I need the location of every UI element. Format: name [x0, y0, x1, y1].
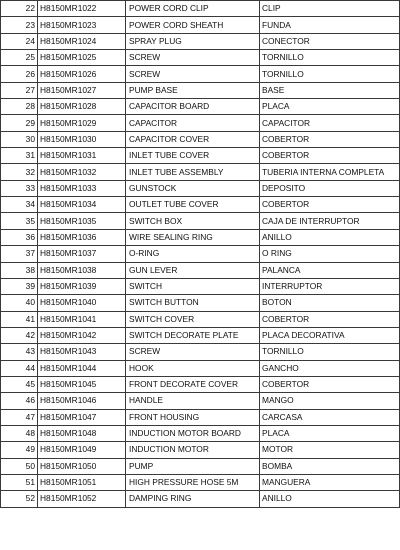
spanish-name-cell: MANGO [260, 393, 400, 409]
spanish-name-cell: COBERTOR [260, 131, 400, 147]
english-name-cell: CAPACITOR [126, 115, 260, 131]
table-row [1, 409, 400, 425]
spanish-name-cell: MANGUERA [260, 474, 400, 490]
part-number-cell: 25 [1, 50, 38, 66]
part-number-cell: 44 [1, 360, 38, 376]
part-code-cell: H8150MR1025 [38, 50, 126, 66]
spanish-name-cell: COBERTOR [260, 148, 400, 164]
part-code-cell: H8150MR1035 [38, 213, 126, 229]
english-name-cell: HANDLE [126, 393, 260, 409]
english-name-cell: CAPACITOR BOARD [126, 99, 260, 115]
spanish-name-cell: PLACA [260, 425, 400, 441]
spanish-name-cell: TORNILLO [260, 344, 400, 360]
part-code-cell: H8150MR1026 [38, 66, 126, 82]
part-code-cell: H8150MR1042 [38, 327, 126, 343]
spanish-name-cell: GANCHO [260, 360, 400, 376]
spanish-name-cell: BOTON [260, 295, 400, 311]
spanish-name-cell: MOTOR [260, 442, 400, 458]
english-name-cell: GUNSTOCK [126, 180, 260, 196]
table-row [1, 295, 400, 311]
table-row [1, 164, 400, 180]
table-row [1, 66, 400, 82]
part-code-cell: H8150MR1030 [38, 131, 126, 147]
spanish-name-cell: ANILLO [260, 491, 400, 507]
english-name-cell: WIRE SEALING RING [126, 229, 260, 245]
table-row [1, 442, 400, 458]
table-row [1, 213, 400, 229]
part-code-cell: H8150MR1048 [38, 425, 126, 441]
table-row [1, 344, 400, 360]
part-number-cell: 48 [1, 425, 38, 441]
part-code-cell: H8150MR1041 [38, 311, 126, 327]
spanish-name-cell: TUBERIA INTERNA COMPLETA [260, 164, 400, 180]
english-name-cell: HOOK [126, 360, 260, 376]
table-row [1, 376, 400, 392]
part-number-cell: 38 [1, 262, 38, 278]
english-name-cell: GUN LEVER [126, 262, 260, 278]
table-row [1, 148, 400, 164]
table-row [1, 50, 400, 66]
part-number-cell: 50 [1, 458, 38, 474]
part-number-cell: 26 [1, 66, 38, 82]
part-number-cell: 24 [1, 33, 38, 49]
part-code-cell: H8150MR1032 [38, 164, 126, 180]
english-name-cell: OUTLET TUBE COVER [126, 197, 260, 213]
part-code-cell: H8150MR1051 [38, 474, 126, 490]
part-code-cell: H8150MR1050 [38, 458, 126, 474]
part-code-cell: H8150MR1039 [38, 278, 126, 294]
spanish-name-cell: PALANCA [260, 262, 400, 278]
english-name-cell: FRONT DECORATE COVER [126, 376, 260, 392]
english-name-cell: SCREW [126, 66, 260, 82]
table-row [1, 115, 400, 131]
english-name-cell: POWER CORD CLIP [126, 1, 260, 17]
table-row [1, 99, 400, 115]
part-number-cell: 30 [1, 131, 38, 147]
table-row [1, 82, 400, 98]
part-code-cell: H8150MR1049 [38, 442, 126, 458]
spanish-name-cell: CARCASA [260, 409, 400, 425]
part-code-cell: H8150MR1047 [38, 409, 126, 425]
part-code-cell: H8150MR1024 [38, 33, 126, 49]
part-code-cell: H8150MR1031 [38, 148, 126, 164]
table-row [1, 393, 400, 409]
part-code-cell: H8150MR1043 [38, 344, 126, 360]
english-name-cell: SCREW [126, 344, 260, 360]
part-code-cell: H8150MR1029 [38, 115, 126, 131]
spanish-name-cell: DEPOSITO [260, 180, 400, 196]
english-name-cell: O-RING [126, 246, 260, 262]
table-row [1, 327, 400, 343]
part-code-cell: H8150MR1046 [38, 393, 126, 409]
english-name-cell: SWITCH BOX [126, 213, 260, 229]
part-code-cell: H8150MR1022 [38, 1, 126, 17]
english-name-cell: SPRAY PLUG [126, 33, 260, 49]
part-number-cell: 46 [1, 393, 38, 409]
table-row [1, 33, 400, 49]
table-row [1, 17, 400, 33]
spanish-name-cell: BOMBA [260, 458, 400, 474]
spanish-name-cell: COBERTOR [260, 197, 400, 213]
english-name-cell: DAMPING RING [126, 491, 260, 507]
table-row [1, 197, 400, 213]
table-row [1, 180, 400, 196]
spanish-name-cell: BASE [260, 82, 400, 98]
part-number-cell: 22 [1, 1, 38, 17]
table-row [1, 262, 400, 278]
part-number-cell: 51 [1, 474, 38, 490]
spanish-name-cell: CAPACITOR [260, 115, 400, 131]
table-row [1, 425, 400, 441]
table-row [1, 458, 400, 474]
part-number-cell: 27 [1, 82, 38, 98]
parts-table-body [1, 1, 400, 508]
part-number-cell: 45 [1, 376, 38, 392]
english-name-cell: INDUCTION MOTOR [126, 442, 260, 458]
part-code-cell: H8150MR1036 [38, 229, 126, 245]
part-code-cell: H8150MR1037 [38, 246, 126, 262]
english-name-cell: CAPACITOR COVER [126, 131, 260, 147]
table-row [1, 311, 400, 327]
english-name-cell: INLET TUBE COVER [126, 148, 260, 164]
part-code-cell: H8150MR1052 [38, 491, 126, 507]
part-code-cell: H8150MR1027 [38, 82, 126, 98]
part-number-cell: 42 [1, 327, 38, 343]
english-name-cell: SCREW [126, 50, 260, 66]
spanish-name-cell: ANILLO [260, 229, 400, 245]
table-row [1, 474, 400, 490]
english-name-cell: PUMP [126, 458, 260, 474]
table-row [1, 229, 400, 245]
spanish-name-cell: CONECTOR [260, 33, 400, 49]
part-number-cell: 36 [1, 229, 38, 245]
part-number-cell: 37 [1, 246, 38, 262]
part-code-cell: H8150MR1038 [38, 262, 126, 278]
spanish-name-cell: TORNILLO [260, 66, 400, 82]
spanish-name-cell: FUNDA [260, 17, 400, 33]
english-name-cell: FRONT HOUSING [126, 409, 260, 425]
part-code-cell: H8150MR1034 [38, 197, 126, 213]
part-number-cell: 49 [1, 442, 38, 458]
english-name-cell: SWITCH DECORATE PLATE [126, 327, 260, 343]
spanish-name-cell: PLACA DECORATIVA [260, 327, 400, 343]
table-row [1, 131, 400, 147]
part-number-cell: 29 [1, 115, 38, 131]
english-name-cell: SWITCH [126, 278, 260, 294]
part-number-cell: 34 [1, 197, 38, 213]
spanish-name-cell: COBERTOR [260, 311, 400, 327]
table-row [1, 491, 400, 507]
table-row [1, 360, 400, 376]
part-number-cell: 33 [1, 180, 38, 196]
part-number-cell: 31 [1, 148, 38, 164]
english-name-cell: INLET TUBE ASSEMBLY [126, 164, 260, 180]
spanish-name-cell: O RING [260, 246, 400, 262]
spanish-name-cell: PLACA [260, 99, 400, 115]
part-number-cell: 39 [1, 278, 38, 294]
part-number-cell: 41 [1, 311, 38, 327]
english-name-cell: POWER CORD SHEATH [126, 17, 260, 33]
table-row [1, 278, 400, 294]
part-code-cell: H8150MR1028 [38, 99, 126, 115]
english-name-cell: HIGH PRESSURE HOSE 5M [126, 474, 260, 490]
part-number-cell: 47 [1, 409, 38, 425]
part-number-cell: 28 [1, 99, 38, 115]
english-name-cell: SWITCH COVER [126, 311, 260, 327]
part-number-cell: 40 [1, 295, 38, 311]
spanish-name-cell: CAJA DE INTERRUPTOR [260, 213, 400, 229]
part-code-cell: H8150MR1045 [38, 376, 126, 392]
table-row [1, 246, 400, 262]
spanish-name-cell: COBERTOR [260, 376, 400, 392]
part-number-cell: 32 [1, 164, 38, 180]
spanish-name-cell: INTERRUPTOR [260, 278, 400, 294]
spanish-name-cell: TORNILLO [260, 50, 400, 66]
part-number-cell: 23 [1, 17, 38, 33]
part-number-cell: 35 [1, 213, 38, 229]
part-code-cell: H8150MR1040 [38, 295, 126, 311]
english-name-cell: SWITCH BUTTON [126, 295, 260, 311]
part-code-cell: H8150MR1044 [38, 360, 126, 376]
part-code-cell: H8150MR1033 [38, 180, 126, 196]
table-row [1, 1, 400, 17]
part-number-cell: 52 [1, 491, 38, 507]
english-name-cell: INDUCTION MOTOR BOARD [126, 425, 260, 441]
spanish-name-cell: CLIP [260, 1, 400, 17]
part-code-cell: H8150MR1023 [38, 17, 126, 33]
part-number-cell: 43 [1, 344, 38, 360]
english-name-cell: PUMP BASE [126, 82, 260, 98]
